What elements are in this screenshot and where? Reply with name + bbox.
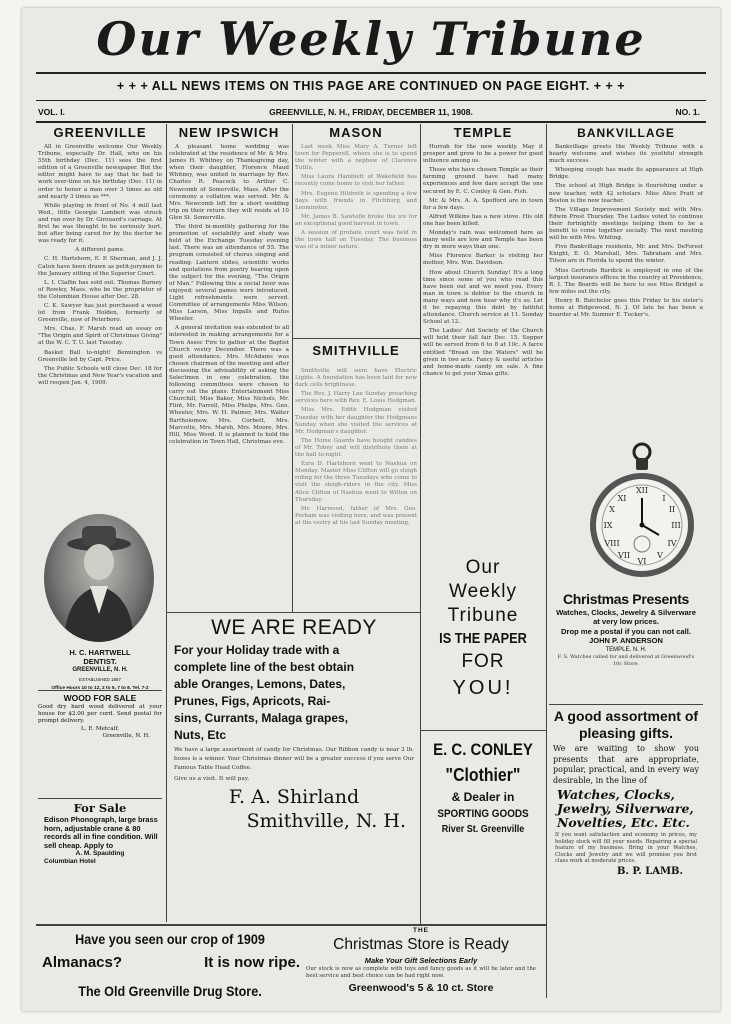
column-divider: [546, 124, 547, 998]
shirland-small: We have a large assortment of candy for Christmas. Our Ribbon candy is near 2 lb. boxes is a winner. Your Christmas dinner will be a greater success if you serve Our Famous Table Head Coffee.: [174, 747, 414, 771]
forsale-signer: A. M. Spaulding: [75, 850, 125, 858]
conley-dealer: & Dealer in: [451, 790, 515, 804]
svg-text:VIII: VIII: [604, 539, 620, 548]
drugstore-ad: [38, 928, 302, 1008]
svg-text:IV: IV: [667, 539, 677, 548]
greenwood-heading: Christmas Store is Ready: [333, 936, 509, 953]
article-paragraph: A session of probate court was held in the town hall on Tuesday. The business was of a minor nature.: [295, 230, 417, 251]
conley-ad: [422, 738, 544, 837]
article-paragraph: Henry B. Batchelor goes this Friday to his sister's home at Ridgewood, N. J. Of late he has been a boarder at Mr. Sumner E. Tucker's.: [549, 297, 703, 319]
article-paragraph: Smithville will soon have Electric Lights. A foundation has been laid for new dark cells brightness.: [295, 368, 417, 389]
drugstore-line: Almanacs?: [42, 954, 123, 971]
svg-text:VI: VI: [637, 557, 647, 566]
shirland-name: F. A. Shirland: [228, 786, 360, 808]
greenwood-name: Greenwood's 5 & 10 ct. Store: [348, 982, 494, 994]
tribune-word: Tribune: [447, 605, 519, 626]
newspaper-page: [22, 8, 720, 1011]
column-divider: [166, 124, 167, 612]
bankvillage-column: [549, 124, 703, 436]
dentist-portrait: [44, 514, 154, 642]
dentist-title: DENTIST.: [83, 657, 117, 666]
article-paragraph: The Home Guards have bought candies of Mr. Tobey and will distribute them at the hall to-night.: [295, 437, 417, 459]
banner: + + + ALL NEWS ITEMS ON THIS PAGE ARE CONTINUED ON PAGE EIGHT. + + +: [116, 79, 626, 93]
tribune-word: YOU!: [452, 677, 514, 699]
section-rule: [420, 730, 546, 731]
article-paragraph: Mrs. Eugene Hildreth is spending a few days with friends in Fitchburg and Leominster.: [295, 190, 417, 211]
issue-number: NO. 1.: [675, 107, 700, 117]
lamb-body: We are waiting to show you presents that are appropriate, popular, practical, and in every way desirable, in the line of: [553, 744, 699, 785]
temple-heading: TEMPLE: [453, 125, 513, 140]
svg-text:X: X: [609, 505, 615, 514]
rule: [36, 100, 706, 101]
shirland-ad: [170, 614, 418, 833]
mason-column: [295, 124, 417, 336]
drugstore-line: The Old Greenville Drug Store.: [78, 983, 262, 999]
new-ipswich-column: [169, 124, 289, 610]
article-paragraph: All in Greenville welcome Our Weekly Tribune, especially Dr. Hall, who on his 55th birthday (Dec. 11) sees the first edition of a Greenville newspaper. But the editor might have to say that he had to work over-time on his birthday (Dec. 11) in order to honor a man over 3 times as old and nearly 3 times as ***.: [38, 144, 162, 200]
mason-heading: MASON: [329, 125, 383, 140]
greenwood-small: Our stock is now as complete with toys and fancy goods as it will be later and the best service and best choice can be had right now.: [306, 966, 536, 979]
article-paragraph: A general invitation was extended to all interested in making arrangements for a Town Assoc Fire to gather at the Baptist Church vestry December. There was a good attendance. Mrs. McAdams was chosen chairman of the meeting and after discussing the advisability of asking the Selectmen in one celebration, the following committees were chosen to carry out the plans: Entertainment Miss Churchill, Miss Baker, Miss Nichols, Mr. Flint, Mr. Farrell, Miss Phelps, Mrs. Geo. Wheeler, Mrs. W. H. Palmer, Mrs. Walter Bartholomew, Mrs. Corbett, Mrs. Marcotte, Mrs. Marsh, Mrs. Moore, Mrs. Hill, Miss Wood. It is planned to hold the celebration in Town Hall, Christmas eve.: [169, 325, 289, 445]
greenville-column: [38, 124, 162, 504]
article-paragraph: Bankvillage greets the Weekly Tribune with a hearty welcome and wishes its youthful strength much success.: [549, 144, 703, 165]
article-paragraph: Ezra D. Hartshorn went to Nashua on Monday. Master Miss Clifton will go sleigh riding for the three Tuesdays who come to visit the sleigh-riders in the city. Miss Alice Clifton of Nashua went to Wilton on Thursday.: [295, 461, 417, 503]
lamb-small: If you want satisfaction and economy in prices, my holiday stock will fill your needs. Repairing a special feature of my business. Bring in your Watches, Clocks and Jewelry and we will promise you first class work at moderate prices.: [555, 832, 697, 865]
article-paragraph: While playing in front of No. 4 mill last Wed., little Georgie Lambert was struck and run over by Dr. Girouard's carriage. At first he was thought to be seriously hurt, but after being cared for by the doctor he was ready for it.: [38, 202, 162, 245]
rule: [36, 121, 706, 123]
article-paragraph: The school at High Bridge is flourishing under a new teacher, with 42 scholars. Miss Alice Pratt of Boston is the new teacher.: [549, 183, 703, 204]
tribune-ad: [422, 556, 544, 702]
forsale-place: Columbian Hotel: [44, 858, 96, 866]
column-divider: [420, 124, 421, 924]
anderson-place: TEMPLE, N. H.: [605, 647, 647, 653]
svg-text:XII: XII: [635, 486, 649, 495]
tribune-word: Weekly: [449, 581, 517, 602]
article-paragraph: Miss Laura Hamblett of Wakefield has recently come home to visit her father.: [295, 174, 417, 188]
article-paragraph: Alfred Wilkins has a new stove. His old one has been killed.: [423, 213, 543, 227]
shirland-place: Smithville, N. H.: [246, 810, 406, 832]
svg-text:VII: VII: [617, 551, 631, 560]
shirland-line: able Oranges, Lemons, Dates,: [174, 677, 346, 691]
article-paragraph: Basket Ball to-night! Bennington vs Greenville led by Capt. Price.: [38, 349, 162, 363]
forsale-heading: For Sale: [73, 801, 127, 815]
section-rule: [166, 612, 420, 613]
column-divider: [292, 124, 293, 612]
shirland-line: Prunes, Figs, Apricots, Rai-: [174, 694, 331, 708]
section-rule: [549, 704, 703, 705]
article-paragraph: The Public Schools will close Dec. 18 for the Christmas and New Year's vacation and will reopen Jan. 4, 1909.: [38, 365, 162, 386]
dentist-established: ESTABLISHED 1887: [79, 677, 121, 682]
volume-number: VOL. I.: [38, 107, 65, 117]
article-paragraph: Mr. & Mrs. A. A. Spofford are in town for a few days.: [423, 197, 543, 211]
svg-text:V: V: [657, 551, 663, 560]
shirland-line: complete line of the best obtain: [174, 660, 355, 674]
svg-text:II: II: [668, 505, 676, 514]
anderson-drop: Drop me a postal if you can not call.: [561, 627, 691, 636]
dateline: [36, 104, 706, 120]
tribune-word: Our: [465, 557, 501, 578]
article-paragraph: Last week Miss Mary A. Turner left town for Pepperell, where she is to spend the winter with a nephew of Clarence Tuttle.: [295, 144, 417, 172]
article-paragraph: Miss Mrs. Edith Hodgman visited Tuesday with her daughter the Hodgmans Sunday when she visited the services at Mr. Hodgman's daughter.: [295, 407, 417, 435]
wood-body: Good dry hard wood delivered at your house for $2.00 per cord. Send postal for prompt delivery.: [38, 704, 162, 724]
article-paragraph: Five Bankvillage residents, Mr. and Mrs. DeForest Knight, E. O. Marshall, Mrs. Tabraham and Mrs. Tilson are in Florida to spend the winter.: [549, 244, 703, 265]
drugstore-line: Have you seen our crop of 1909: [75, 931, 265, 947]
anderson-name: JOHN P. ANDERSON: [589, 636, 663, 645]
article-paragraph: Whooping cough has made its appearance at High Bridge.: [549, 167, 703, 181]
svg-text:XI: XI: [617, 494, 627, 503]
article-paragraph: The Ladies' Aid Society of the Church will hold their fall fair Dec. 15. Supper will be served from 6 to 8 at 10c. A farce entitled "Bread on the Waters" will be given in two acts. Fancy & useful articles and home-made candy on sale. A fine chance to get your Xmas gifts.: [423, 328, 543, 377]
conley-place: River St. Greenville: [441, 824, 525, 835]
article-paragraph: Mr. James B. Sawtelle broke the ice for an exceptional good harvest in town.: [295, 213, 417, 227]
anderson-heading: Christmas Presents: [562, 591, 690, 607]
article-paragraph: Monday's rain was welcomed here as many wells are low and Temple has been dry in more ways than one.: [423, 230, 543, 251]
tribune-word: FOR: [461, 651, 505, 672]
article-paragraph: The Village Improvement Society met with Mrs. Edwin Prest Thursday. The Ladies voted to continue their fortnightly meetings helping them to be a benefit to come together socially. The next meeting will be with Mrs. Whiting.: [549, 206, 703, 242]
article-paragraph: The third bi-monthly gathering for the promotion of sociability and study was held at the Exchange Tuesday evening last. There was an attendance of 55. The program consisted of chorus singing and reading. Lantern slides, scientific works and quotations from poetry bearing upon the subject for the evening, "The Origin of Man." Following this a social hour was enjoyed; several games were introduced. Light refreshments were served. Committee of arrangements Miss Wilson, Miss Larson, Miss Ingalls and Rufus Wheeler.: [169, 224, 289, 323]
article-paragraph: A different game.: [75, 247, 125, 254]
smithville-column: [295, 342, 417, 610]
dentist-hours: Office Hours 10 to 12, 2 to 5, 7 to 8. Tel. 7-2: [51, 686, 149, 691]
greenwood-ad: [298, 926, 544, 996]
pocket-watch-icon: [589, 440, 695, 586]
anderson-ad: [549, 590, 703, 667]
lamb-goods: Watches, Clocks, Jewelry, Silverware, Novelties, Etc. Etc.: [557, 787, 694, 830]
svg-text:I: I: [662, 494, 666, 503]
section-rule: [292, 338, 420, 339]
anderson-sub: Watches, Clocks, Jewelry & Silverware at very low prices.: [556, 608, 696, 626]
svg-text:IX: IX: [603, 521, 613, 530]
svg-text:III: III: [671, 521, 681, 530]
drugstore-line: It is now ripe.: [204, 954, 300, 971]
conley-name: E. C. CONLEY: [433, 740, 533, 759]
dentist-place: GREENVILLE, N. H.: [72, 667, 128, 673]
lamb-heading: A good assortment of pleasing gifts.: [553, 708, 699, 741]
new-ipswich-heading: NEW IPSWICH: [178, 125, 280, 140]
article-paragraph: C. K. Sawyer has just purchased a wood lot from Frank Holden, formerly of Greenville, now of Peterboro.: [38, 302, 162, 324]
smithville-heading: SMITHVILLE: [312, 343, 400, 358]
article-paragraph: Mr. Harwood, father of Mrs. Geo. Perham was visiting here, and was present at the vestry at his last Sunday meeting.: [295, 505, 417, 526]
conley-sub: "Clothier": [445, 765, 521, 785]
article-paragraph: Those who have chosen Temple as their farming ground have had many experiences and few dare accept the one secured by E. C. Conley & Gen. Fish.: [423, 167, 543, 195]
greenville-heading: GREENVILLE: [53, 125, 147, 140]
article-paragraph: The Rev. J. Harry Lee Sunday preaching services here with Rev. E. Louis Hodgman.: [295, 391, 417, 405]
masthead-title: Our Weekly Tribune: [96, 12, 646, 66]
article-paragraph: Miss Florence Barker is visiting her mother, Mrs. Wm. Davidson.: [423, 253, 543, 267]
forsale-body: Edison Phonograph, large brass horn, adjustable crane & 80 records all in fine condition. Will sell cheap. Apply to: [44, 815, 158, 850]
section-rule: [38, 798, 162, 799]
article-paragraph: Mrs. Chas. F. Marsh read an essay on "The Origin and Spirit of Christmas Giving" at the W. C. T. U. last Tuesday.: [38, 326, 162, 347]
wood-place: Greenville, N. H.: [102, 733, 150, 739]
article-paragraph: Miss Gertrude Burdick is employed in one of the largest insurance offices in the country at Providence, R. I. The Boards will be here to see Miss Bridget a few miles out the city.: [549, 267, 703, 295]
article-paragraph: C. H. Hartshorn, E. P. Sherman, and J. J. Caton have been drawn as petit-jurymen to the January sitting of the Superior Court.: [38, 256, 162, 277]
temple-column: [423, 124, 543, 556]
wood-ad: [38, 692, 162, 740]
article-paragraph: L. I. Claflin has sold out. Thomas Barney of Rowley, Mass. who be the proprietor of the Columbian House after Dec. 28.: [38, 279, 162, 300]
bankvillage-heading: BANKVILLAGE: [577, 126, 675, 140]
phonograph-ad: [38, 800, 162, 866]
wood-signer: L. E. Metcalf.: [80, 726, 120, 732]
greenwood-the: THE: [413, 927, 429, 934]
shirland-heading: WE ARE READY: [211, 616, 377, 639]
article-paragraph: A pleasant home wedding was celebrated at the residence of Mr. & Mrs. James H. Whitney on Thanksgiving day, when their daughter, Florence Maud Whitney, was united in marriage by Rev. Charles R. Peacock to Arthur C. Newcomb of Somerville, Mass. After the ceremony a collation was served. Mr. & Mrs. Newcomb left for a short wedding trip on their return they will reside at 10 Glen St. Somerville.: [169, 144, 289, 221]
dentist-name: H. C. HARTWELL: [69, 648, 131, 657]
portrait-figure: [44, 514, 154, 642]
lamb-ad: [549, 708, 703, 879]
dentist-ad: [38, 648, 162, 693]
section-rule: [38, 690, 162, 691]
wood-heading: WOOD FOR SALE: [63, 693, 137, 703]
shirland-line: sins, Currants, Malaga grapes,: [174, 711, 349, 725]
tribune-word: IS THE PAPER: [439, 630, 527, 647]
article-paragraph: How about Church Sunday! It's a long time since some of you who read this have been out and we need you. Every man in town is debtor to the church in many ways and now hear why it's so. Let it be repaying this debt by faithful attendance. Church service at 11. Sunday School at 12.: [423, 269, 543, 326]
article-paragraph: Hurrah for the new weekly. May it prosper and grow to be a power for good influence among us.: [423, 144, 543, 165]
anderson-note: F. S. Watches called for and delivered at Greenwood's 10c Store.: [557, 654, 695, 667]
shirland-invite: Give us a visit. It will pay.: [174, 776, 250, 782]
place-date: GREENVILLE, N. H., FRIDAY, DECEMBER 11, 1908.: [269, 107, 473, 117]
column-divider: [166, 612, 167, 922]
conley-goods: SPORTING GOODS: [437, 808, 529, 820]
shirland-line: For your Holiday trade with a: [174, 643, 340, 657]
greenwood-sub: Make Your Gift Selections Early: [364, 956, 478, 965]
lamb-name: B. P. LAMB.: [616, 865, 683, 877]
shirland-line: Nuts, Etc: [174, 728, 227, 742]
